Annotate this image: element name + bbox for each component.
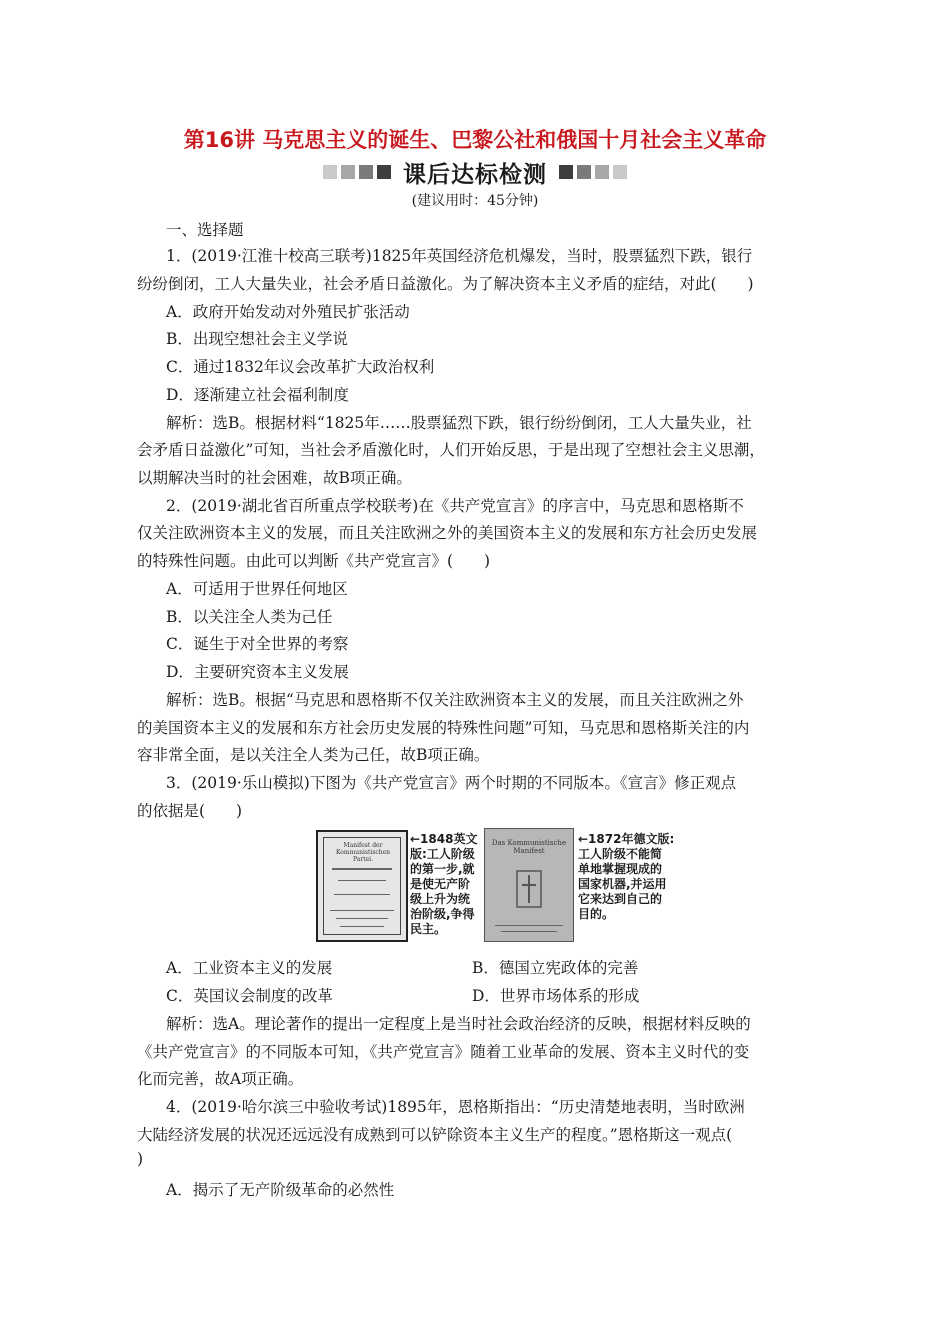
q2-option-d: D．主要研究资本主义发展	[166, 663, 349, 681]
cover-rule	[336, 918, 388, 919]
note-1872-edition: ←1872年德文版: 工人阶级不能简 单地掌握现成的 国家机器,并运用 它来达到自己的 目的。	[578, 832, 675, 921]
q1-analysis-line: 以期解决当时的社会困难，故B项正确。	[137, 469, 412, 487]
manifesto-1848-cover-image	[316, 830, 408, 942]
q2-analysis-line: 解析：选B。根据“马克思和恩格斯不仅关注欧洲资本主义的发展，而且关注欧洲之外	[166, 691, 744, 709]
q2-stem-line: 2．(2019·湖北省百所重点学校联考)在《共产党宣言》的序言中，马克思和恩格斯不	[166, 497, 744, 515]
decor-square	[359, 165, 373, 179]
q3-option-b: B．德国立宪政体的完善	[472, 959, 639, 977]
q2-option-b: B．以关注全人类为己任	[166, 608, 333, 626]
cover-1872-title: Das Kommunistische Manifest	[491, 839, 567, 855]
q2-analysis-line: 容非常全面，是以关注全人类为己任，故B项正确。	[137, 746, 490, 764]
manifesto-1872-cover-image	[484, 828, 574, 942]
q1-option-c: C．通过1832年议会改革扩大政治权利	[166, 358, 435, 376]
q1-option-d: D．逐渐建立社会福利制度	[166, 386, 349, 404]
q4-option-a: A．揭示了无产阶级革命的必然性	[166, 1181, 395, 1199]
q2-option-c: C．诞生于对全世界的考察	[166, 635, 349, 653]
decor-square	[559, 165, 573, 179]
q1-option-b: B．出现空想社会主义学说	[166, 330, 348, 348]
q4-stem-line: )	[137, 1150, 144, 1168]
decor-square	[323, 165, 337, 179]
q2-stem-line: 仅关注欧洲资本主义的发展，而且关注欧洲之外的美国资本主义的发展和东方社会历史发展	[137, 524, 758, 542]
time-hint: (建议用时：45分钟)	[411, 193, 539, 209]
note-1848-edition: ←1848英文 版:工人阶级 的第一步,就 是使无产阶 级上升为统 治阶级,争得 民主。	[410, 832, 478, 936]
decor-square	[595, 165, 609, 179]
q3-analysis-line: 《共产党宣言》的不同版本可知，《共产党宣言》随着工业革命的发展、资本主义时代的变	[137, 1043, 750, 1061]
q4-stem-line: 大陆经济发展的状况还远远没有成熟到可以铲除资本主义生产的程度。”恩格斯这一观点(	[137, 1126, 733, 1144]
q3-option-d: D．世界市场体系的形成	[472, 987, 640, 1005]
cover-1848-title: Manifest der Kommunistischen Partei.	[335, 842, 391, 863]
cover-rule	[338, 880, 386, 881]
decor-square	[377, 165, 391, 179]
section-banner	[0, 157, 950, 187]
q2-option-a: A．可适用于世界任何地区	[166, 580, 348, 598]
q1-stem-line: 1．(2019·江淮十校高三联考)1825年英国经济危机爆发，当时，股票猛烈下跌，银行	[166, 247, 753, 265]
q3-stem-line: 的依据是( )	[137, 802, 243, 820]
page-title: 第16讲 马克思主义的诞生、巴黎公社和俄国十月社会主义革命	[183, 128, 767, 152]
q4-stem-line: 4．(2019·哈尔滨三中验收考试)1895年，恩格斯指出：“历史清楚地表明，当时欧洲	[166, 1098, 745, 1116]
q3-analysis-line: 化而完善，故A项正确。	[137, 1070, 304, 1088]
decor-square	[613, 165, 627, 179]
cover-rule	[501, 931, 557, 932]
q2-stem-line: 的特殊性问题。由此可以判断《共产党宣言》( )	[137, 552, 491, 570]
cover-rule	[340, 926, 384, 927]
q1-analysis-line: 会矛盾日益激化”可知，当社会矛盾激化时，人们开始反思，于是出现了空想社会主义思潮，	[137, 441, 765, 459]
q3-stem-line: 3．(2019·乐山模拟)下图为《共产党宣言》两个时期的不同版本。《宣言》修正观点	[166, 774, 737, 792]
cover-rule	[330, 910, 394, 911]
cover-rule	[495, 925, 563, 926]
section-heading: 一、选择题	[166, 221, 244, 239]
q3-option-a: A．工业资本主义的发展	[166, 959, 333, 977]
cover-rule	[334, 894, 390, 895]
decor-square	[341, 165, 355, 179]
decor-square	[577, 165, 591, 179]
cover-rule	[332, 868, 392, 870]
emblem-icon	[515, 869, 543, 909]
q1-stem-line: 纷纷倒闭，工人大量失业，社会矛盾日益激化。为了解决资本主义矛盾的症结，对此( )	[137, 275, 754, 293]
page-subtitle: 课后达标检测	[403, 161, 547, 188]
q1-option-a: A．政府开始发动对外殖民扩张活动	[166, 303, 410, 321]
q1-analysis-line: 解析：选B。根据材料“1825年……股票猛烈下跌，银行纷纷倒闭，工人大量失业，社	[166, 414, 752, 432]
q3-analysis-line: 解析：选A。理论著作的提出一定程度上是当时社会政治经济的反映，根据材料反映的	[166, 1015, 751, 1033]
q2-analysis-line: 的美国资本主义的发展和东方社会历史发展的特殊性问题”可知，马克思和恩格斯关注的内	[137, 719, 750, 737]
q3-option-c: C．英国议会制度的改革	[166, 987, 333, 1005]
manifesto-editions-figure	[312, 826, 684, 942]
